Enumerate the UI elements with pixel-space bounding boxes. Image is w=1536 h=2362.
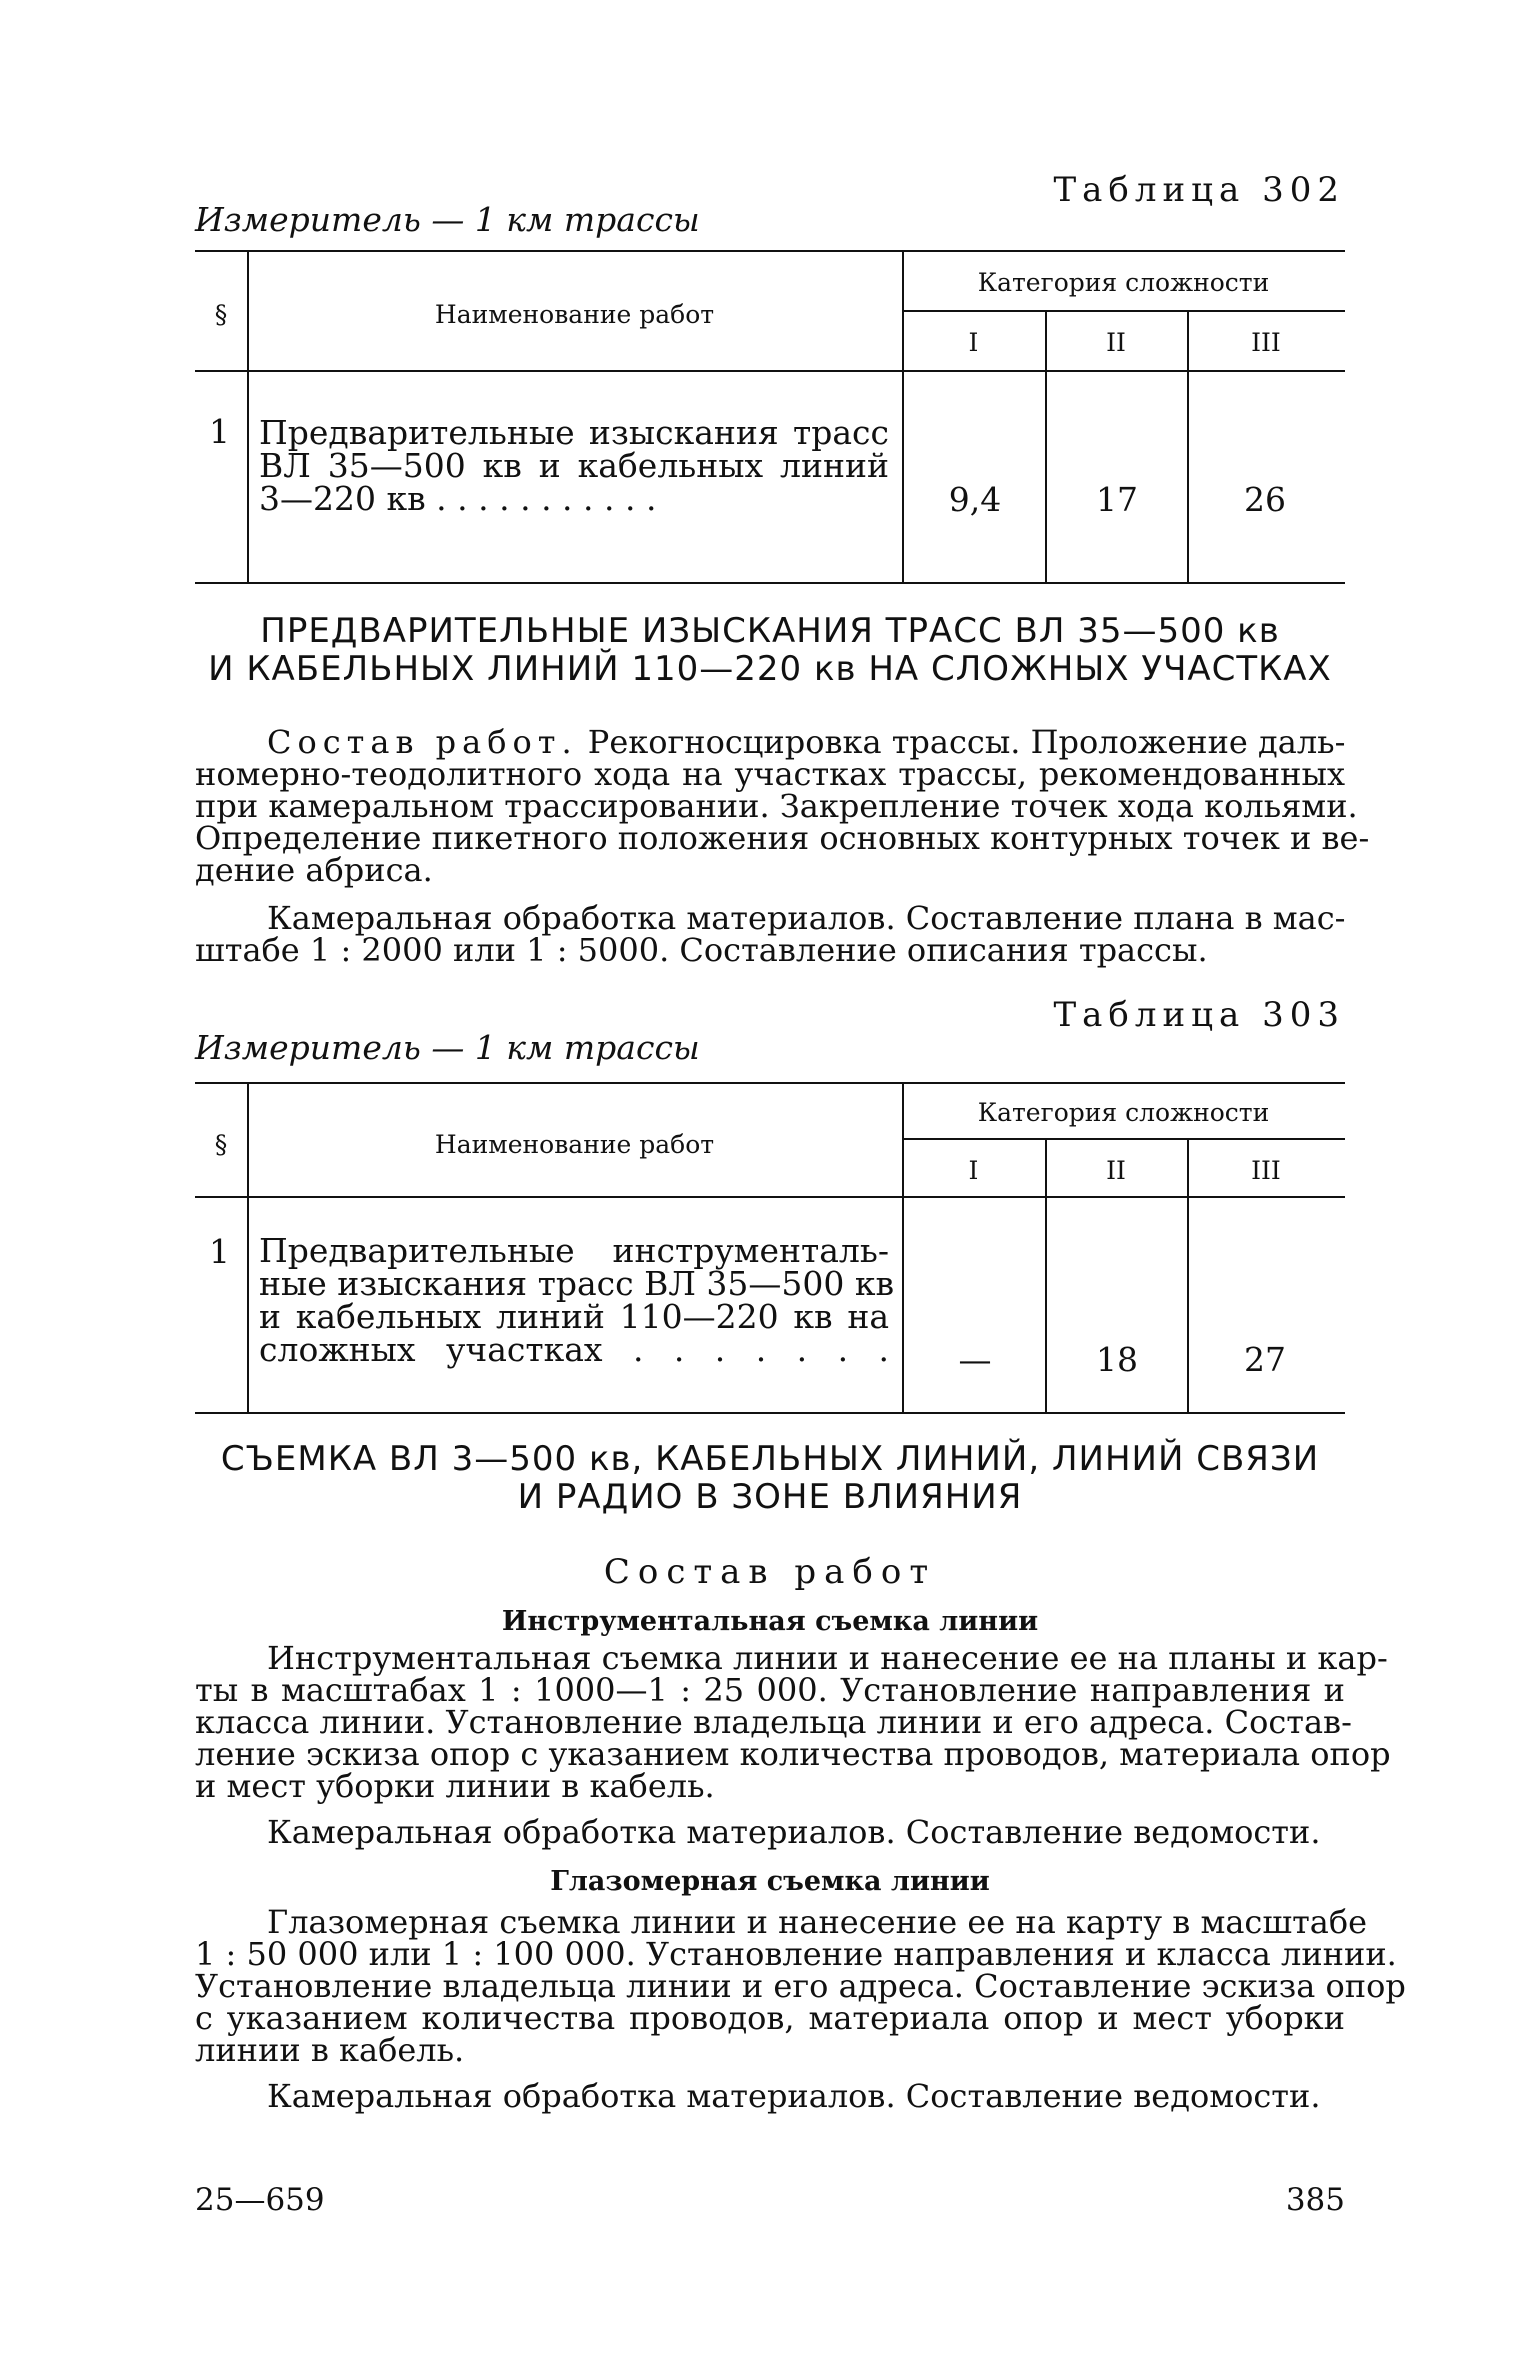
table-divider	[195, 1196, 1345, 1198]
value-cat-1: 9,4	[948, 480, 1002, 519]
paragraph-line: линии в кабель.	[195, 2031, 465, 2069]
header-category: Категория сложности	[977, 268, 1270, 297]
work-line: Предварительные инструменталь-	[259, 1231, 889, 1270]
paragraph-line: Установление владельца линии и его адреса. Составление эскиза опор	[195, 1967, 1406, 2005]
page-number: 385	[1285, 2182, 1345, 2218]
composition-lead: Состав работ.	[267, 723, 578, 761]
value-cat-2: 17	[1096, 480, 1138, 519]
section-title-line: И КАБЕЛЬНЫХ ЛИНИЙ 110—220 кв НА СЛОЖНЫХ УЧАСТКАХ	[208, 649, 1332, 689]
paragraph-line: ты в масштабах 1 : 1000—1 : 25 000. Установление направления и	[195, 1671, 1345, 1709]
work-line: сложных участках . . . . . . .	[259, 1330, 889, 1369]
header-name: Наименование работ	[434, 1130, 715, 1159]
section-title-line: СЪЕМКА ВЛ 3—500 кв, КАБЕЛЬНЫХ ЛИНИЙ, ЛИНИЙ СВЯЗИ	[220, 1439, 1320, 1479]
header-cat-3: III	[1251, 1156, 1281, 1185]
work-line: 3—220 кв . . . . . . . . . . .	[259, 479, 657, 518]
table-302	[195, 250, 1345, 584]
paragraph-line: Инструментальная съемка линии и нанесение ее на планы и кар-	[267, 1639, 1388, 1677]
header-section: §	[214, 300, 228, 329]
work-line: и кабельных линий 110—220 кв на	[259, 1297, 889, 1336]
header-cat-1: I	[968, 1156, 979, 1185]
subheading-visual: Глазомерная съемка линии	[550, 1866, 990, 1897]
header-cat-1: I	[968, 328, 979, 357]
paragraph-line: ление эскиза опор с указанием количества проводов, материала опор	[195, 1735, 1391, 1773]
header-section: §	[214, 1130, 228, 1159]
document-page	[195, 0, 1406, 2362]
composition-title: Состав работ	[603, 1552, 937, 1592]
section-title-line: ПРЕДВАРИТЕЛЬНЫЕ ИЗЫСКАНИЯ ТРАСС ВЛ 35—500 кв	[260, 611, 1280, 651]
header-category: Категория сложности	[977, 1098, 1270, 1127]
table-divider	[902, 1084, 904, 1412]
instrumental-paragraph-2: Камеральная обработка материалов. Составление ведомости.	[267, 1813, 1321, 1851]
section-title-line: И РАДИО В ЗОНЕ ВЛИЯНИЯ	[517, 1477, 1023, 1517]
paragraph-line: номерно-теодолитного хода на участках трассы, рекомендованных	[195, 755, 1345, 793]
header-cat-2: II	[1106, 1156, 1126, 1185]
work-line: ные изыскания трасс ВЛ 35—500 кв	[259, 1264, 895, 1303]
table-302-unit: Измеритель — 1 км трассы	[195, 200, 700, 239]
subheading-instrumental: Инструментальная съемка линии	[501, 1606, 1039, 1637]
value-cat-1: —	[958, 1340, 992, 1379]
instrumental-paragraph	[195, 1639, 1391, 1805]
work-line: Предварительные изыскания трасс	[259, 413, 889, 452]
table-303-unit: Измеритель — 1 км трассы	[195, 1028, 700, 1067]
paragraph-line: штабе 1 : 2000 или 1 : 5000. Составление описания трассы.	[195, 931, 1208, 969]
section-1-paragraph-2	[195, 899, 1346, 969]
signature-mark: 25—659	[195, 2182, 325, 2218]
table-divider	[902, 310, 1345, 312]
value-cat-3: 27	[1244, 1340, 1286, 1379]
table-303-label: Таблица 303	[1053, 995, 1345, 1035]
table-divider	[195, 370, 1345, 372]
paragraph-line: и мест уборки линии в кабель.	[195, 1767, 715, 1805]
paragraph-line: Глазомерная съемка линии и нанесение ее на карту в масштабе	[267, 1903, 1368, 1941]
paragraph-line: при камеральном трассировании. Закрепление точек хода кольями.	[195, 787, 1358, 825]
table-302-label: Таблица 302	[1053, 170, 1345, 210]
visual-paragraph	[195, 1903, 1406, 2069]
paragraph-line: с указанием количества проводов, материала опор и мест уборки	[195, 1999, 1345, 2037]
section-2-title	[195, 1440, 1345, 1516]
header-cat-3: III	[1251, 328, 1281, 357]
table-303	[195, 1082, 1345, 1414]
paragraph-line: дение абриса.	[195, 851, 433, 889]
table-divider	[902, 252, 904, 582]
section-1-paragraph-1	[195, 723, 1370, 889]
value-cat-3: 26	[1244, 480, 1286, 519]
header-cat-2: II	[1106, 328, 1126, 357]
paragraph-line: Камеральная обработка материалов. Составление плана в мас-	[267, 899, 1346, 937]
paragraph-line: Определение пикетного положения основных контурных точек и ве-	[195, 819, 1370, 857]
row-number: 1	[209, 1232, 230, 1271]
paragraph-line: класса линии. Установление владельца линии и его адреса. Состав-	[195, 1703, 1352, 1741]
paragraph-text: Рекогносцировка трассы. Проложение даль-	[587, 723, 1346, 761]
visual-paragraph-2: Камеральная обработка материалов. Составление ведомости.	[267, 2077, 1321, 2115]
value-cat-2: 18	[1096, 1340, 1138, 1379]
row-work-name	[259, 1231, 895, 1369]
row-number: 1	[209, 412, 230, 451]
paragraph-line: 1 : 50 000 или 1 : 100 000. Установление направления и класса линии.	[195, 1935, 1397, 1973]
row-work-name	[259, 413, 889, 518]
header-name: Наименование работ	[434, 300, 715, 329]
table-divider	[902, 1138, 1345, 1140]
section-1-title	[195, 612, 1345, 688]
paragraph-line	[195, 723, 1346, 761]
work-line: ВЛ 35—500 кв и кабельных линий	[259, 446, 889, 485]
